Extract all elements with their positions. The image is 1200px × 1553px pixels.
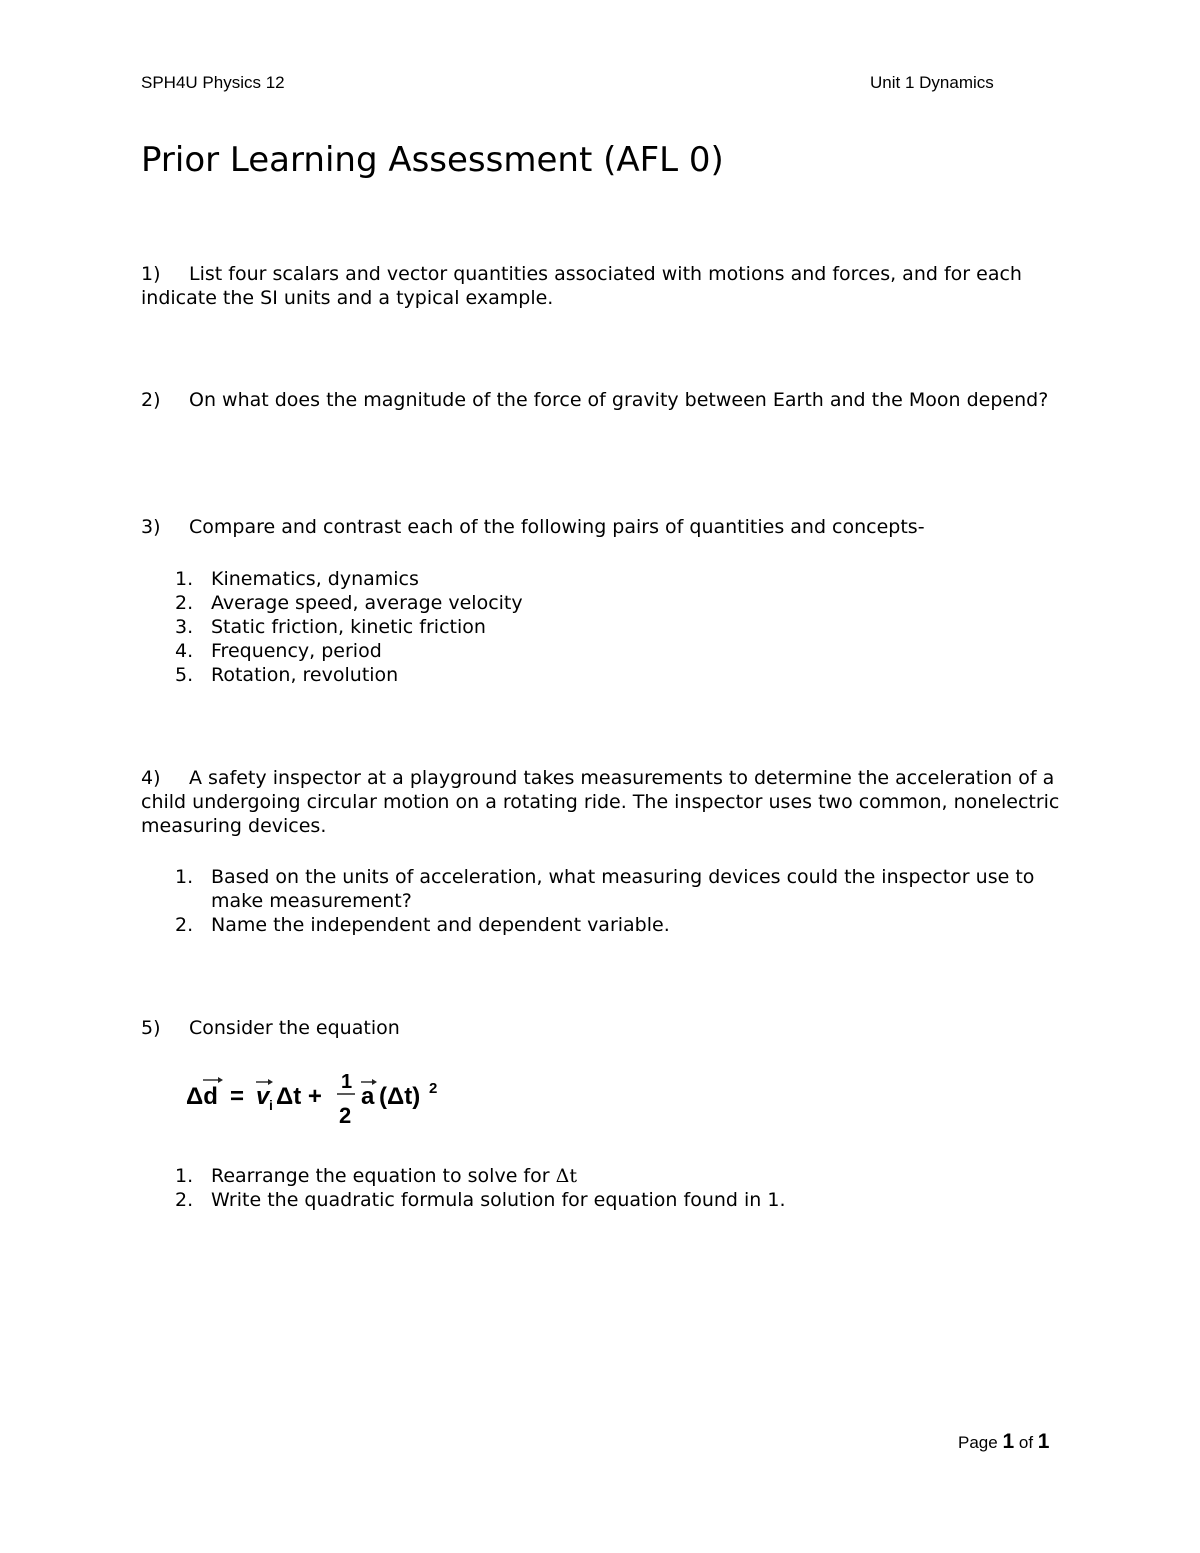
list-text: Static friction, kinetic friction bbox=[211, 616, 486, 638]
list-number: 1. bbox=[175, 866, 194, 888]
list-number: 1. bbox=[175, 1165, 194, 1187]
question-number: 3) bbox=[141, 516, 161, 538]
eq-exponent: 2 bbox=[429, 1080, 438, 1097]
question-text: Consider the equation bbox=[189, 1017, 400, 1039]
list-number: 2. bbox=[175, 1189, 194, 1211]
list-text bbox=[211, 1164, 1055, 1188]
list-item bbox=[175, 639, 1055, 663]
list-item bbox=[175, 615, 1055, 639]
header-course: SPH4U Physics 12 bbox=[141, 73, 285, 92]
question-text: List four scalars and vector quantities associated with motions and forces, and for each indicate the SI units and a typical example. bbox=[141, 263, 1022, 309]
question-text: Compare and contrast each of the following pairs of quantities and concepts- bbox=[189, 516, 925, 538]
eq-v-subscript: i bbox=[269, 1097, 273, 1113]
question-4-list bbox=[175, 865, 1055, 937]
list-number: 1. bbox=[175, 568, 194, 590]
question-5-list bbox=[175, 1164, 1055, 1212]
list-text-main: Rearrange the equation to solve for bbox=[211, 1165, 556, 1187]
list-text: Write the quadratic formula solution for equation found in 1. bbox=[211, 1189, 786, 1211]
question-text: On what does the magnitude of the force of gravity between Earth and the Moon depend? bbox=[189, 389, 1049, 411]
eq-frac-den: 2 bbox=[339, 1103, 352, 1128]
list-item bbox=[175, 1164, 1055, 1188]
list-text: Rotation, revolution bbox=[211, 664, 399, 686]
list-item bbox=[175, 1188, 1055, 1212]
question-number: 4) bbox=[141, 767, 161, 789]
question-2 bbox=[141, 388, 1061, 412]
kinematics-equation bbox=[186, 1066, 456, 1130]
eq-lhs: Δd bbox=[186, 1083, 218, 1110]
question-number: 1) bbox=[141, 263, 161, 285]
question-4 bbox=[141, 766, 1061, 838]
list-number: 4. bbox=[175, 640, 194, 662]
list-item bbox=[175, 591, 1055, 615]
question-number: 5) bbox=[141, 1017, 161, 1039]
list-number: 2. bbox=[175, 592, 194, 614]
delta-t-symbol: Δt bbox=[555, 1165, 577, 1187]
question-number: 2) bbox=[141, 389, 161, 411]
list-text: Based on the units of acceleration, what measuring devices could the inspector use to make measurement? bbox=[211, 866, 1035, 912]
vector-arrowhead-d bbox=[218, 1077, 223, 1083]
eq-frac-num: 1 bbox=[341, 1071, 353, 1093]
list-item bbox=[175, 663, 1055, 687]
list-item bbox=[175, 567, 1055, 591]
eq-equals: = bbox=[230, 1083, 245, 1110]
question-3-list bbox=[175, 567, 1055, 687]
footer-of-word: of bbox=[1018, 1433, 1034, 1452]
eq-a: a bbox=[361, 1083, 375, 1110]
list-item bbox=[175, 913, 1055, 937]
footer-page-number: 1 bbox=[1002, 1430, 1015, 1453]
header-unit: Unit 1 Dynamics bbox=[870, 73, 994, 92]
question-text: A safety inspector at a playground takes measurements to determine the acceleration of a child undergoing circular motion on a rotating ride. The inspector uses two common, nonelectric measuring devices. bbox=[141, 767, 1060, 837]
list-item bbox=[175, 865, 1055, 913]
footer-page-total: 1 bbox=[1037, 1430, 1050, 1453]
eq-term1-rest: Δt + bbox=[276, 1083, 322, 1110]
page-footer bbox=[958, 1430, 1049, 1454]
eq-v: v bbox=[256, 1083, 270, 1110]
list-number: 5. bbox=[175, 664, 194, 686]
footer-page-word: Page bbox=[958, 1433, 998, 1452]
list-number: 2. bbox=[175, 914, 194, 936]
question-1 bbox=[141, 262, 1061, 310]
list-text: Average speed, average velocity bbox=[211, 592, 523, 614]
list-text: Frequency, period bbox=[211, 640, 382, 662]
list-text: Kinematics, dynamics bbox=[211, 568, 419, 590]
page-title: Prior Learning Assessment (AFL 0) bbox=[141, 140, 724, 180]
list-number: 3. bbox=[175, 616, 194, 638]
list-text: Name the independent and dependent variable. bbox=[211, 914, 670, 936]
question-5 bbox=[141, 1016, 1061, 1040]
eq-term2-rest: (Δt) bbox=[379, 1083, 421, 1110]
question-3 bbox=[141, 515, 1061, 539]
